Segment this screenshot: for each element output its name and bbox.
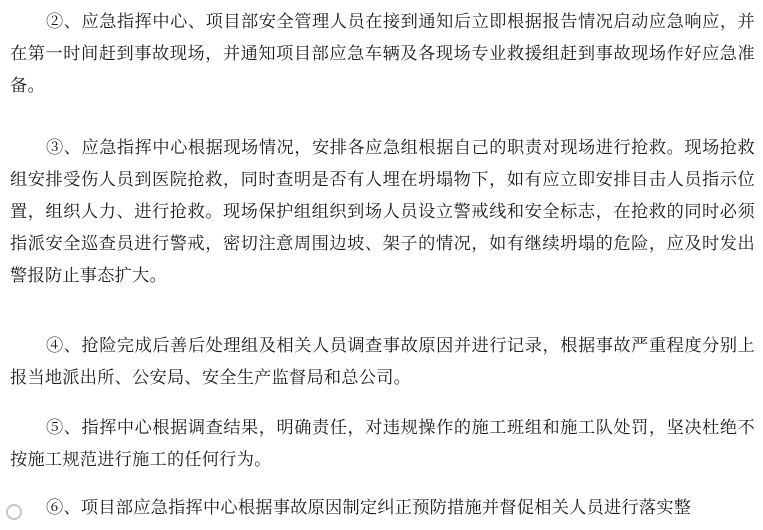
watermark bbox=[6, 504, 22, 520]
paragraph-3: ③、应急指挥中心根据现场情况，安排各应急组根据自己的职责对现场进行抢救。现场抢救组安排受伤人员到医院抢救，同时查明是否有人埋在坍塌物下，如有应立即安排目击人员指示位置，组织人力、进行抢救。现场保护组组织到场人员设立警戒线和安全标志，在抢救的同时必须指派安全巡查员进行警戒，密切注意周围边坡、架子的情况，如有继续坍塌的危险，应及时发出警报防止事态扩大。 bbox=[10, 138, 755, 286]
watermark-logo-icon bbox=[6, 504, 22, 520]
paragraph-6: ⑥、项目部应急指挥中心根据事故原因制定纠正预防措施并督促相关人员进行落实整 bbox=[46, 498, 692, 518]
paragraph-5: ⑤、指挥中心根据调查结果，明确责任，对违规操作的施工班组和施工队处罚，坚决杜绝不按施工规范进行施工的任何行为。 bbox=[10, 418, 755, 470]
paragraph-2: ②、应急指挥中心、项目部安全管理人员在接到通知后立即根据报告情况启动应急响应，并在第一时间赶到事故现场，并通知项目部应急车辆及各现场专业救援组赶到事故现场作好应急准备。 bbox=[10, 12, 755, 96]
paragraph-4: ④、抢险完成后善后处理组及相关人员调查事故原因并进行记录，根据事故严重程度分别上报当地派出所、公安局、安全生产监督局和总公司。 bbox=[10, 336, 755, 388]
